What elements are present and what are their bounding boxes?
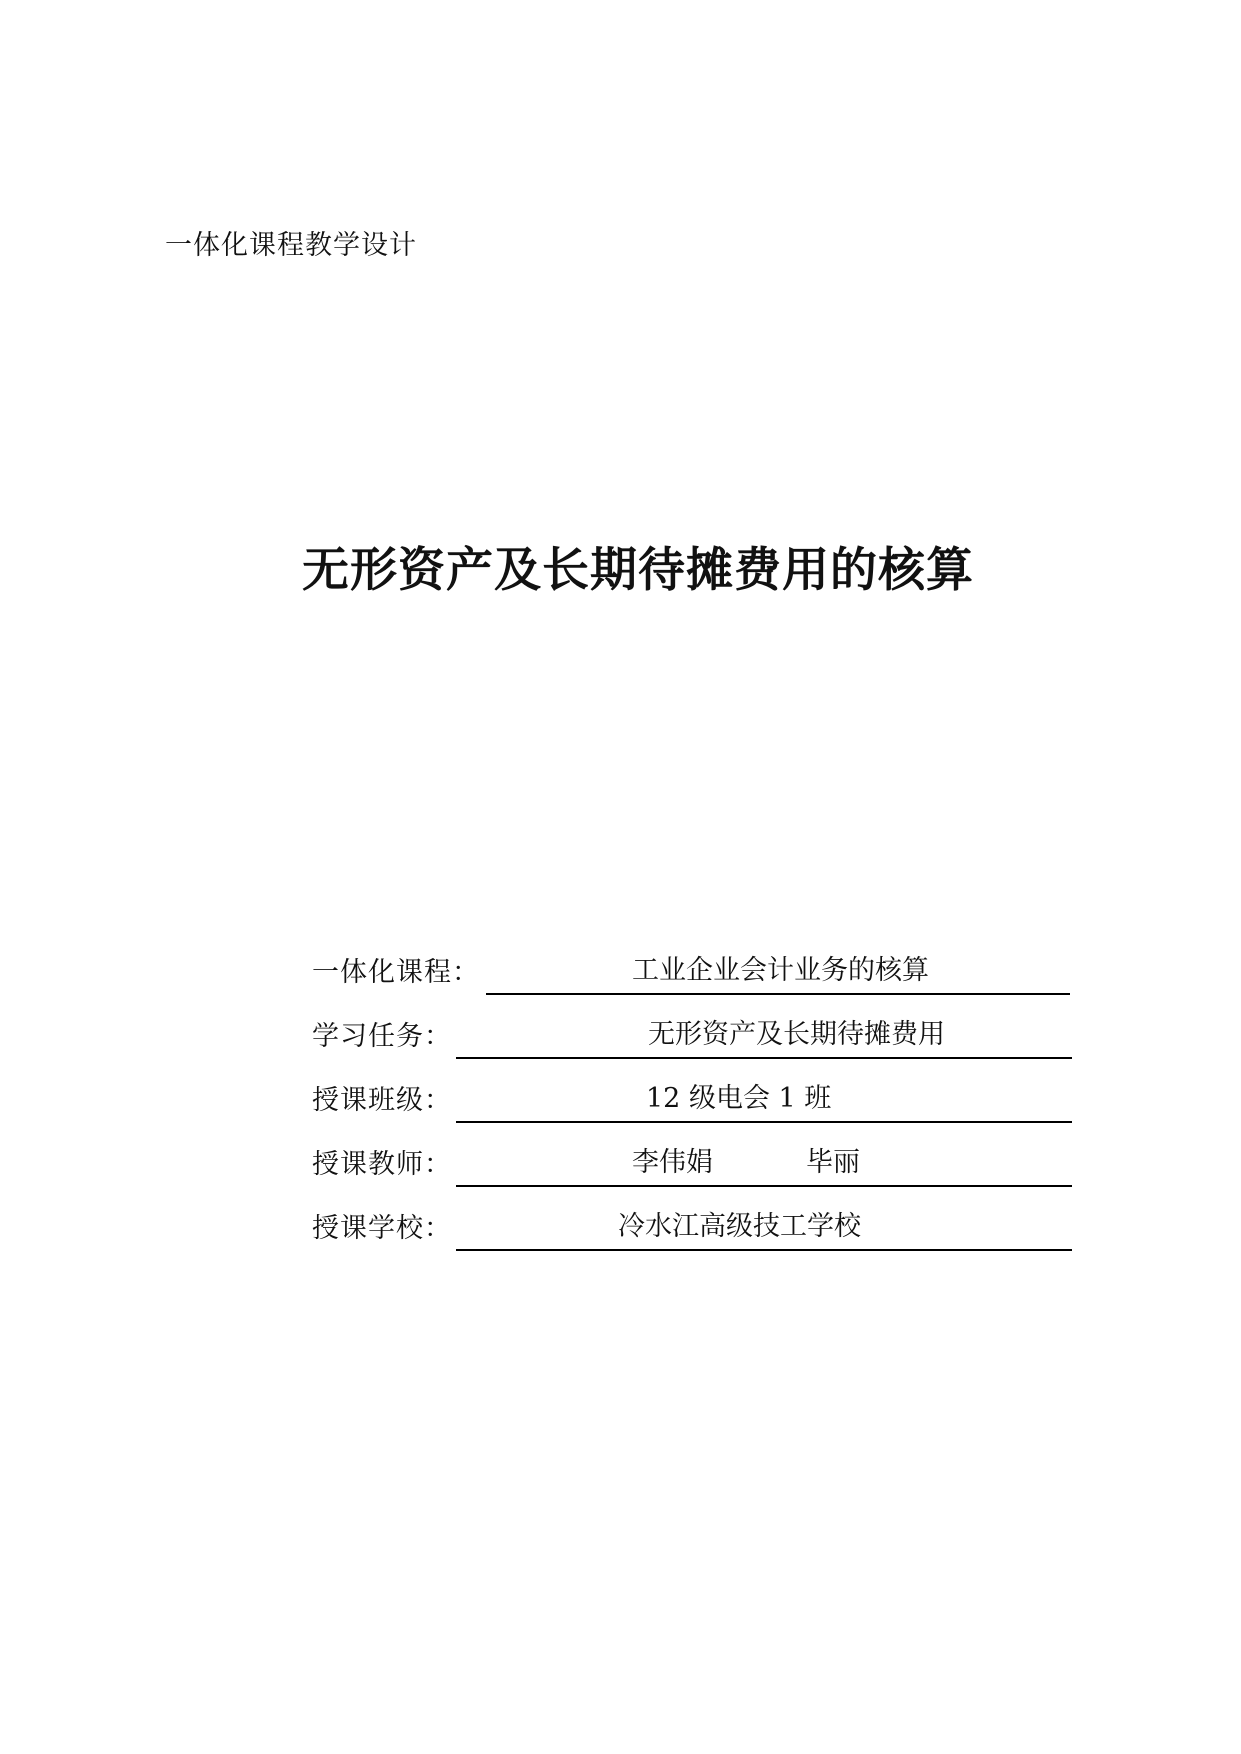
school-value: 冷水江高级技工学校 bbox=[618, 1211, 861, 1242]
class-value: 12 级电会 1 班 bbox=[646, 1083, 832, 1114]
task-label: 学习任务： bbox=[312, 1021, 452, 1052]
document-title: 无形资产及长期待摊费用的核算 bbox=[302, 543, 974, 598]
task-value: 无形资产及长期待摊费用 bbox=[648, 1019, 945, 1050]
info-row-course bbox=[312, 935, 1072, 999]
info-row-teacher bbox=[312, 1127, 1072, 1191]
course-label: 一体化课程： bbox=[312, 957, 480, 988]
school-field bbox=[456, 1209, 1072, 1251]
course-value: 工业企业会计业务的核算 bbox=[632, 955, 929, 986]
teacher-value-2: 毕丽 bbox=[806, 1147, 860, 1178]
task-field bbox=[456, 1017, 1072, 1059]
course-design-label: 一体化课程教学设计 bbox=[165, 230, 417, 261]
info-block bbox=[312, 935, 1072, 1255]
course-field bbox=[486, 953, 1070, 995]
teacher-field bbox=[456, 1145, 1072, 1187]
school-label: 授课学校： bbox=[312, 1213, 452, 1244]
teacher-value-1: 李伟娟 bbox=[632, 1147, 713, 1178]
info-row-class bbox=[312, 1063, 1072, 1127]
teacher-label: 授课教师： bbox=[312, 1149, 452, 1180]
class-field bbox=[456, 1081, 1072, 1123]
class-label: 授课班级： bbox=[312, 1085, 452, 1116]
info-row-school bbox=[312, 1191, 1072, 1255]
info-row-task bbox=[312, 999, 1072, 1063]
